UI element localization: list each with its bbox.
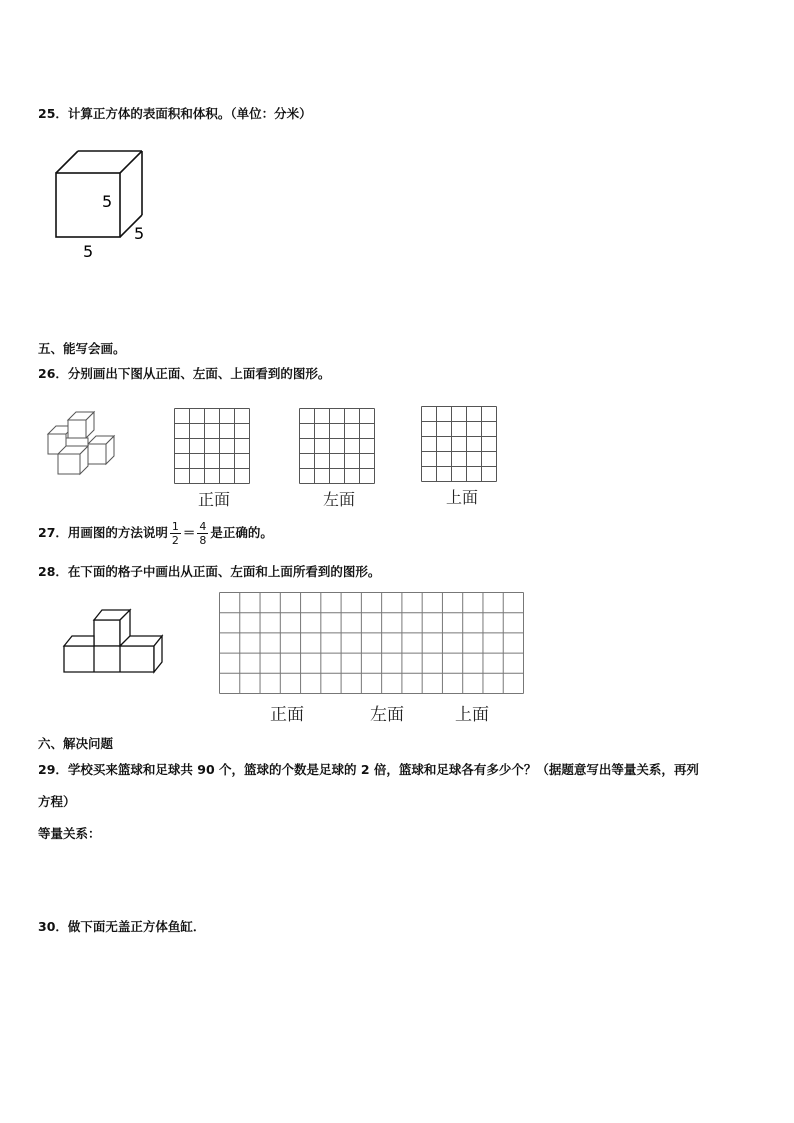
q26-grid-top — [421, 406, 497, 482]
q26-caption-top: 上面 — [446, 488, 479, 507]
equals-sign: ＝ — [182, 525, 196, 540]
q28-caption-top: 上面 — [455, 705, 489, 725]
q26-caption-left: 左面 — [323, 490, 356, 509]
section-6-title: 六、解决问题 — [38, 736, 114, 751]
cube-depth-label: 5 — [134, 224, 145, 243]
fraction-one-half — [170, 520, 181, 547]
q26-grid-front — [174, 408, 250, 484]
q27-prefix: 27．用画图的方法说明 — [38, 525, 168, 540]
q29-relation-label: 等量关系： — [38, 826, 101, 841]
q26-caption-front: 正面 — [198, 490, 231, 509]
q28-caption-left: 左面 — [370, 705, 404, 725]
q26-cube-stack — [44, 404, 136, 480]
q30-text: 30．做下面无盖正方体鱼缸． — [38, 919, 206, 934]
fraction-1-denominator: 2 — [171, 534, 179, 547]
fraction-2-numerator: 4 — [199, 520, 207, 533]
q28-block-figure — [62, 606, 164, 676]
q28-text: 28．在下面的格子中画出从正面、左面和上面所看到的图形。 — [38, 564, 381, 579]
cube-height-label: 5 — [102, 192, 113, 211]
q27-suffix: 是正确的。 — [210, 525, 273, 540]
fraction-2-denominator: 8 — [199, 534, 207, 547]
q26-grid-left — [299, 408, 375, 484]
fraction-1-numerator: 1 — [171, 520, 179, 533]
q28-grid — [219, 592, 525, 695]
section-5-title: 五、能写会画。 — [38, 341, 126, 356]
q28-caption-front: 正面 — [270, 705, 304, 725]
cube-figure — [50, 145, 160, 265]
q29-text-line1: 29．学校买来篮球和足球共 90 个，篮球的个数是足球的 2 倍，篮球和足球各有多少个？（据题意写出等量关系，再列 — [38, 762, 699, 777]
cube-width-label: 5 — [83, 242, 94, 261]
q25-text: 25．计算正方体的表面积和体积。（单位：分米） — [38, 106, 312, 121]
fraction-four-eighths — [197, 520, 208, 547]
q29-text-line2: 方程） — [38, 794, 76, 809]
q26-text: 26．分别画出下图从正面、左面、上面看到的图形。 — [38, 366, 331, 381]
q27-line — [38, 520, 273, 547]
